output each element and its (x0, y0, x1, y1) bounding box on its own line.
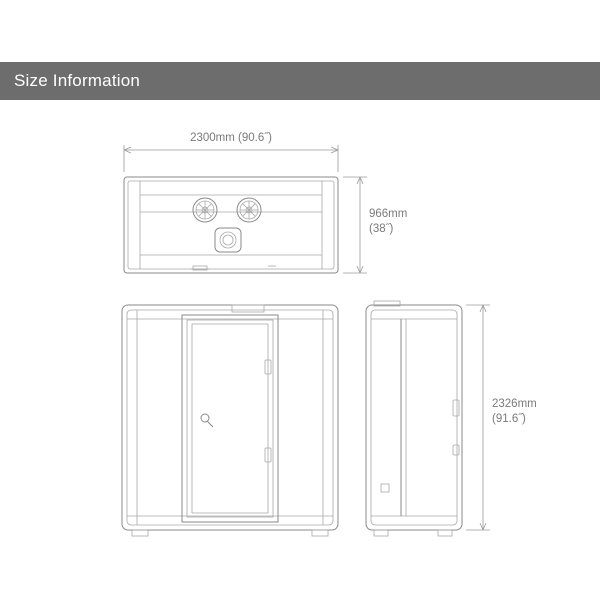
dimension-width-label: 2300mm (90.6˝) (190, 132, 272, 144)
dimension-height-label-line2: (91.6˝) (492, 413, 526, 425)
side-view (366, 301, 462, 536)
fan-icon-1 (193, 198, 217, 222)
dimension-depth-label-line1: 966mm (369, 208, 408, 220)
page-title: Size Information (14, 71, 141, 90)
front-view (122, 305, 338, 536)
dimension-height (466, 305, 537, 530)
dimension-depth (343, 177, 407, 273)
dimension-width (124, 132, 338, 172)
dimension-depth-label-line2: (38˝) (369, 223, 394, 235)
fan-icon-2 (237, 198, 261, 222)
header-bar (0, 62, 600, 100)
dimension-height-label-line1: 2326mm (492, 398, 537, 410)
top-view (124, 177, 338, 273)
drawing-canvas (0, 100, 600, 580)
